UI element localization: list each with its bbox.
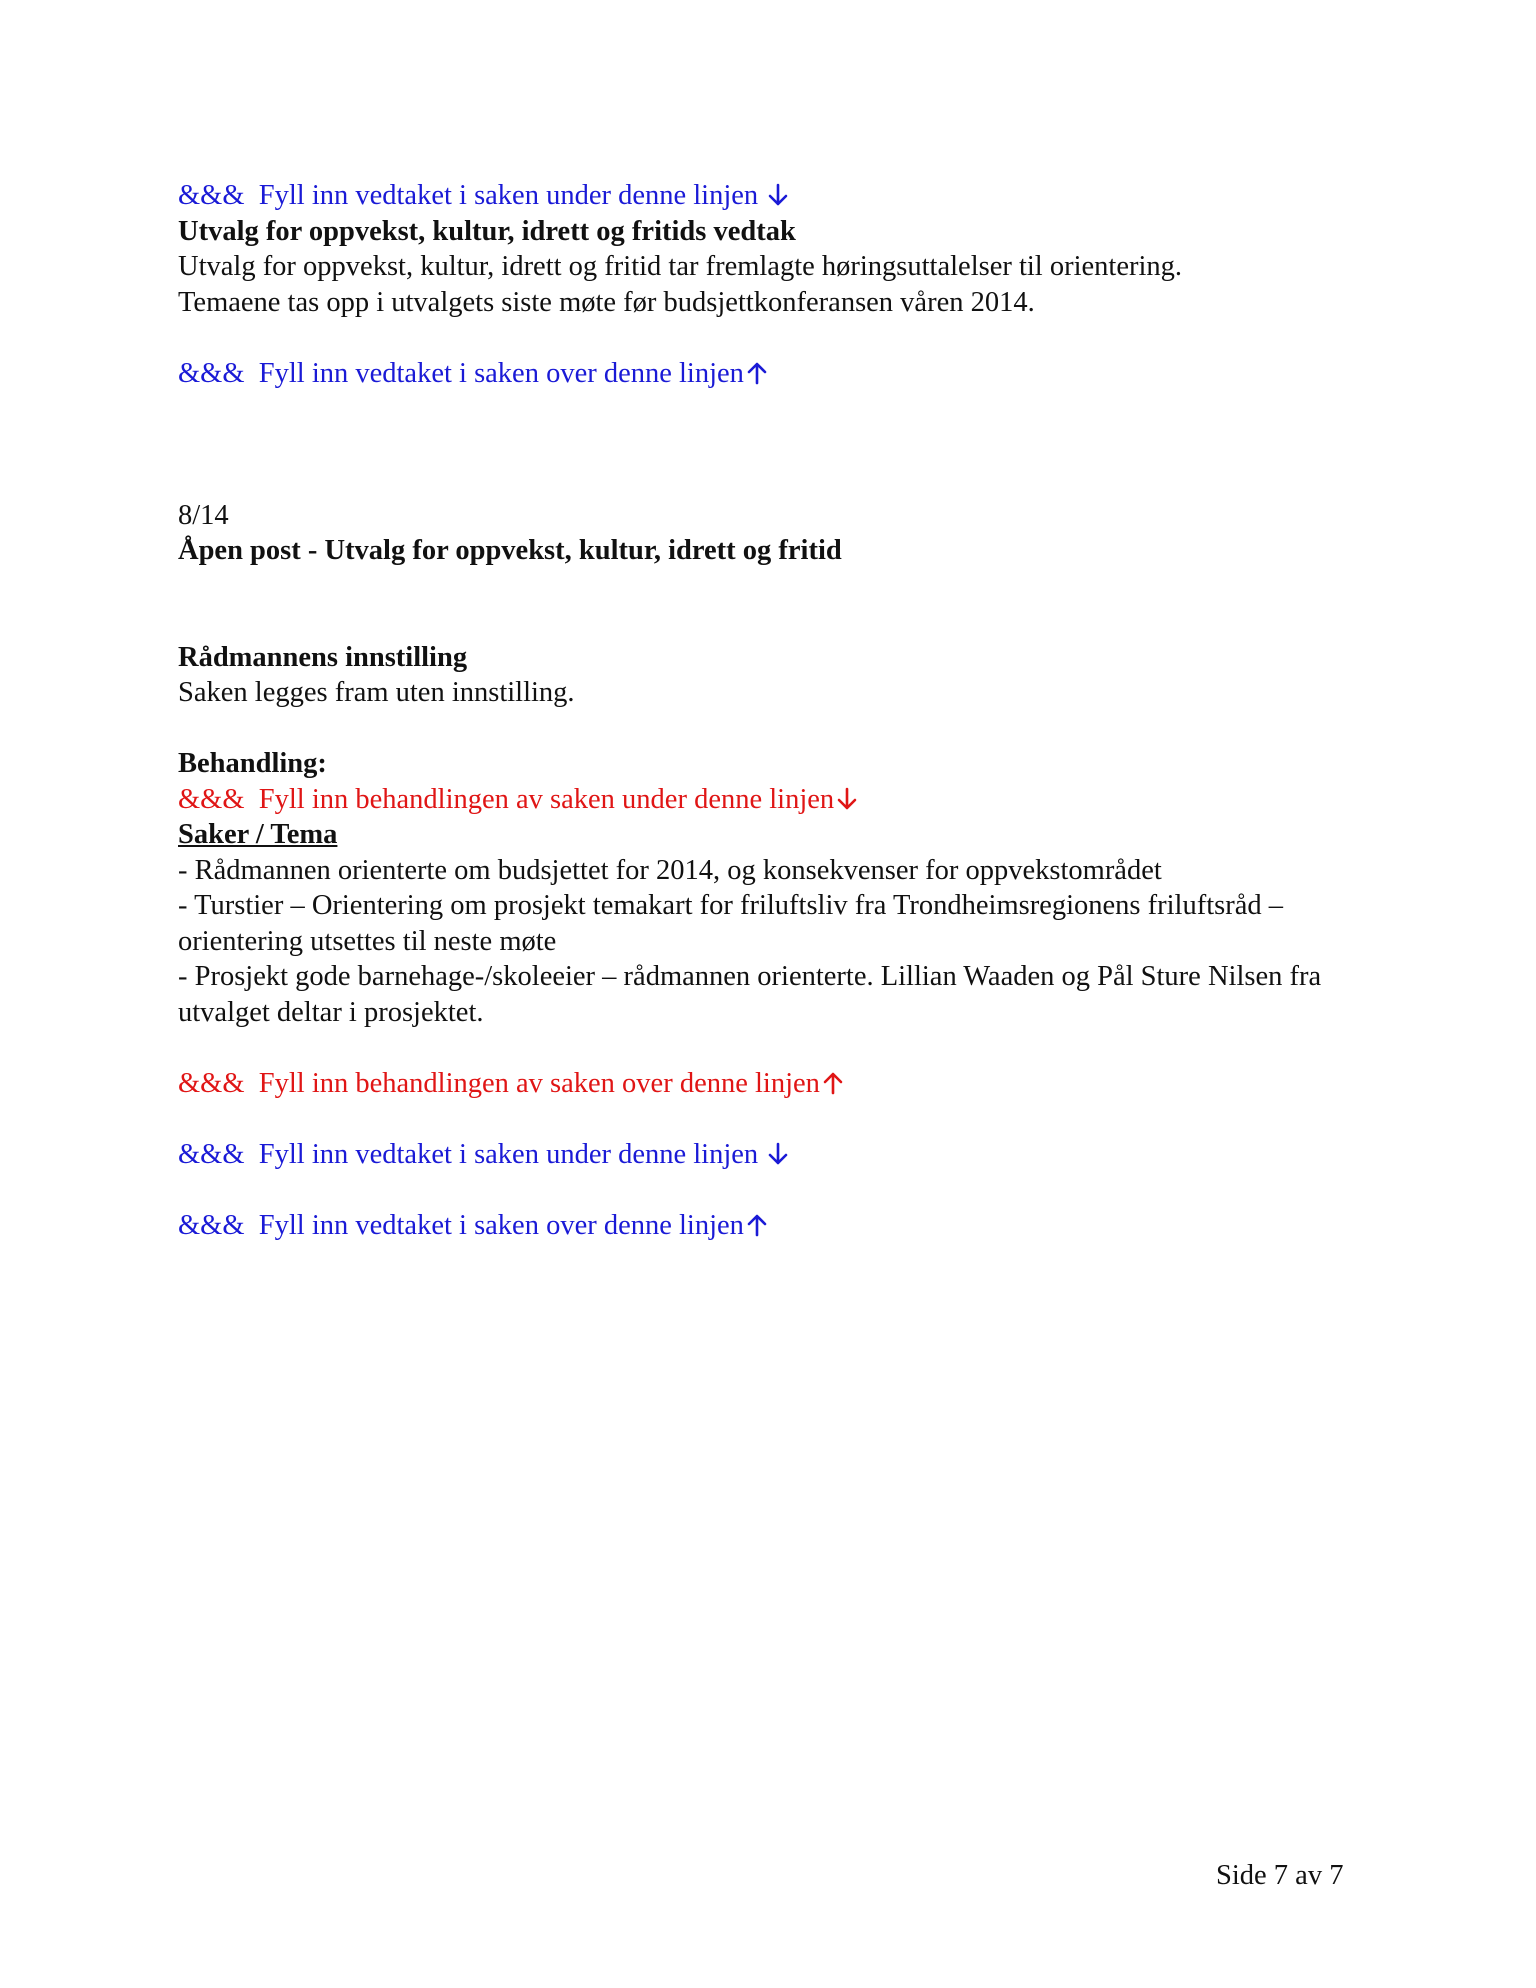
arrow-up-icon (746, 1213, 768, 1237)
treatment-marker-under (178, 782, 1358, 818)
treatment-item: - Prosjekt gode barnehage-/skoleeier – rådmannen orienterte. Lillian Waaden og Pål Sture Nilsen fra utvalget deltar i prosjektet. (178, 961, 1322, 1028)
treatment-subheading: Saker / Tema (178, 819, 338, 850)
treatment-heading: Behandling: (178, 748, 327, 779)
decision-text-line: Utvalg for oppvekst, kultur, idrett og fritid tar fremlagte høringsuttalelser til orientering. (178, 251, 1183, 282)
marker-text: &&& Fyll inn vedtaket i saken over denne linjen (178, 357, 744, 389)
decision-marker-under (178, 1137, 1358, 1173)
case-title: Åpen post - Utvalg for oppvekst, kultur, idrett og fritid (178, 535, 842, 566)
arrow-up-icon (822, 1071, 844, 1095)
treatment-marker-over (178, 1066, 1358, 1102)
document-body (178, 178, 1358, 1243)
marker-text: &&& Fyll inn behandlingen av saken under denne linjen (178, 783, 835, 815)
marker-text: &&& Fyll inn behandlingen av saken over denne linjen (178, 1067, 820, 1099)
arrow-down-icon (767, 183, 789, 207)
treatment-item: - Rådmannen orienterte om budsjettet for 2014, og konsekvenser for oppvekstområdet (178, 854, 1162, 886)
arrow-down-icon (767, 1142, 789, 1166)
marker-text: &&& Fyll inn vedtaket i saken under denne linjen (178, 1138, 766, 1170)
decision-marker-over (178, 356, 1358, 392)
recommendation-heading: Rådmannens innstilling (178, 641, 468, 673)
treatment-item: - Turstier – Orientering om prosjekt temakart for friluftsliv fra Trondheimsregionens friluftsråd – orientering utsettes til neste møte (178, 890, 1283, 957)
case-number: 8/14 (178, 499, 229, 531)
arrow-up-icon (746, 361, 768, 385)
page-number: Side 7 av 7 (1216, 1860, 1344, 1891)
decision-marker-over (178, 1208, 1358, 1244)
marker-text: &&& Fyll inn vedtaket i saken under denne linjen (178, 180, 766, 211)
arrow-down-icon (836, 787, 858, 811)
decision-marker-under (178, 178, 1358, 214)
decision-heading: Utvalg for oppvekst, kultur, idrett og fritids vedtak (178, 215, 796, 247)
recommendation-text: Saken legges fram uten innstilling. (178, 677, 575, 708)
marker-text: &&& Fyll inn vedtaket i saken over denne linjen (178, 1209, 744, 1241)
decision-text-line: Temaene tas opp i utvalgets siste møte før budsjettkonferansen våren 2014. (178, 286, 1035, 318)
